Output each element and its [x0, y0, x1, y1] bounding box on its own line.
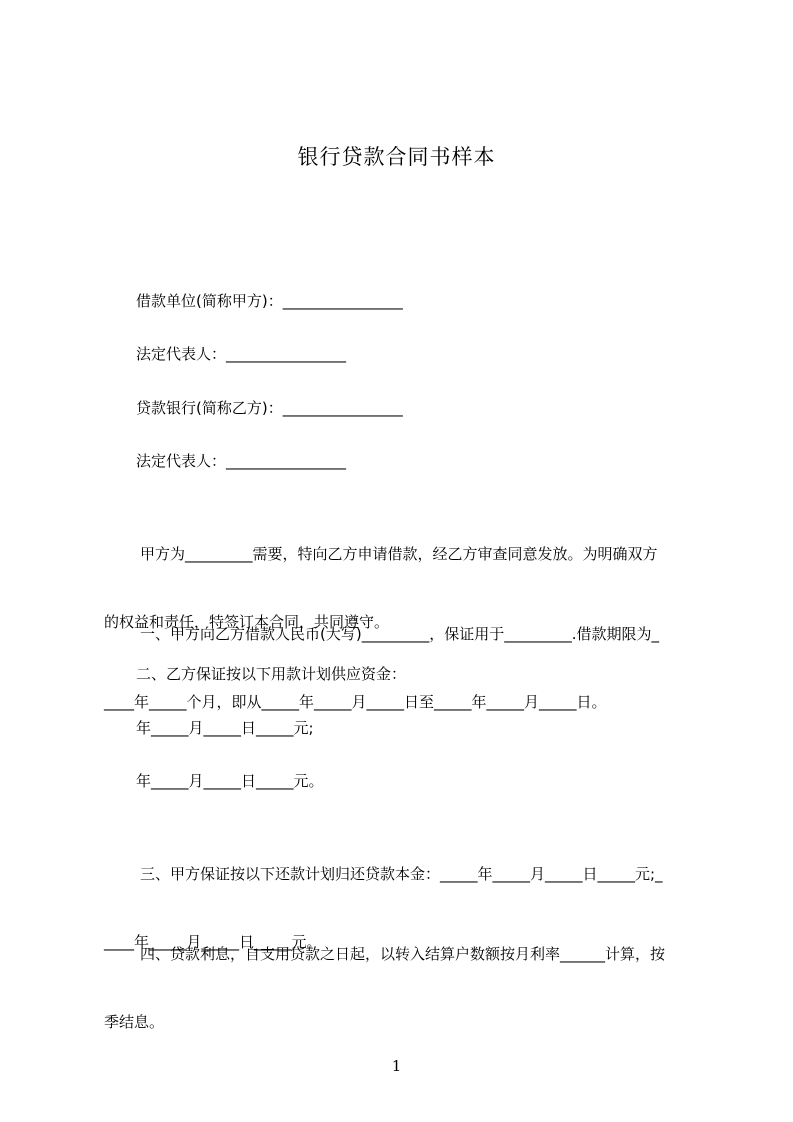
- clause-2-item-2: 年_____月_____日_____元。: [136, 772, 324, 790]
- clause-4-line-2: 季结息。: [104, 1013, 165, 1031]
- clause-3-line-1: 三、甲方保证按以下还款计划归还贷款本金：_____年_____月_____日_____元;_: [140, 865, 663, 883]
- clause-4-paragraph: [104, 904, 704, 1080]
- document-title: 银行贷款合同书样本: [297, 145, 496, 169]
- clause-1-line-2: ____年_____个月，即从_____年_____月_____日至_____年_____月_____日。: [104, 693, 607, 711]
- intro-line-1: 甲方为_________需要，特向乙方申请借款，经乙方审查同意发放。为明确双方: [140, 545, 658, 563]
- borrower-representative-field: 法定代表人：________________: [136, 345, 347, 363]
- lender-representative-field: 法定代表人：________________: [136, 452, 347, 470]
- clause-4-line-1: 四、贷款利息，自支用贷款之日起，以转入结算户数额按月利率______计算，按: [140, 945, 666, 963]
- clause-2-heading: 二、乙方保证按以下用款计划供应资金：: [136, 665, 407, 683]
- intro-line-2: 的权益和责任，特签订本合同，共同遵守。: [104, 613, 390, 631]
- borrower-field: 借款单位(简称甲方)：________________: [136, 292, 403, 310]
- clause-2-item-1: 年_____月_____日_____元;: [136, 719, 314, 737]
- clause-1-line-1: 一、甲方向乙方借款人民币(大写)_________，保证用于_________.借款期限为_: [140, 625, 659, 643]
- lender-field: 贷款银行(简称乙方)：________________: [136, 399, 403, 417]
- clause-3-line-2: ____年_____月_____日_____元。: [104, 933, 322, 951]
- page-number: 1: [391, 1057, 402, 1075]
